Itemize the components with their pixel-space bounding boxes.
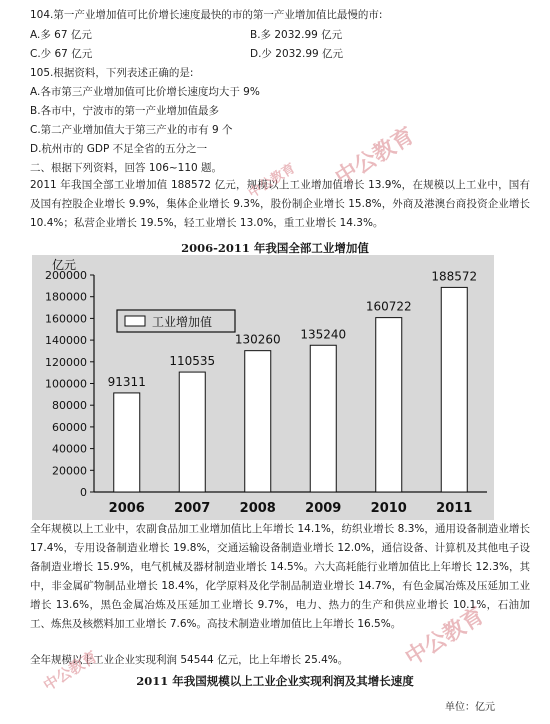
x-tick-label: 2009: [305, 501, 342, 516]
bar: [310, 345, 336, 492]
y-tick-label: 20000: [52, 464, 87, 478]
bar: [441, 287, 467, 492]
y-tick-label: 0: [80, 486, 87, 499]
y-tick-label: 180000: [45, 290, 87, 304]
q104-option-c: C.少 67 亿元: [30, 48, 93, 60]
bar-chart-svg: [32, 255, 494, 520]
y-tick-label: 160000: [45, 312, 87, 326]
bar-value-label: 135240: [300, 327, 347, 342]
y-tick-label: 60000: [52, 420, 87, 434]
q105-option-b: B.各市中，宁波市的第一产业增加值最多: [30, 105, 220, 117]
q105-option-d: D.杭州市的 GDP 不足全省的五分之一: [30, 143, 208, 155]
y-tick-label: 140000: [45, 334, 87, 348]
y-tick-label: 80000: [52, 399, 87, 413]
watermark-logo: 中公教育: [246, 161, 299, 202]
legend-label: 工业增加值: [152, 315, 213, 329]
x-tick-label: 2008: [239, 501, 276, 516]
section-heading: 二、根据下列资料，回答 106~110 题。: [30, 162, 223, 174]
bar: [114, 393, 140, 492]
bar-value-label: 110535: [169, 354, 216, 369]
x-tick-label: 2010: [370, 501, 407, 516]
bar-chart: [32, 255, 494, 520]
x-axis-labels: [109, 501, 473, 516]
y-axis-unit-label: 亿元: [52, 258, 77, 272]
industry-paragraph: 全年规模以上工业中，农副食品加工业增加值比上年增长 14.1%，纺织业增长 8.3%，通用设备制造业增长 17.4%，专用设备制造业增长 19.8%，交通运输设备制造业增长 12.0%，通信设备、计算机及其他电子设备制造业增长 15.9%，电气机械及器材制造业增长 14.5%。六大高耗能行业增加值比上年增长 12.3%，其中，非金属矿物制品业增长 18.4%，化学原料及化学制品制造业增长 14.7%，有色金属冶炼及压延加工业增长 13.6%，黑色金属冶炼及压延加工业增长 9.7%，电力、热力的生产和供应业增长 10.1%，石油加工、炼焦及核燃料加工业增长 7.6%。高技术制造业增加值比上年增长 16.5%。: [30, 523, 530, 630]
x-tick-label: 2011: [436, 501, 473, 516]
x-tick-label: 2007: [174, 501, 211, 516]
intro-paragraph: 2011 年我国全部工业增加值 188572 亿元，规模以上工业增加值增长 13.9%，在规模以上工业中，国有及国有控股企业增长 9.9%，集体企业增长 9.3%，股份制企业增长 15.8%，外商及港澳台商投资企业增长 10.4%；私营企业增长 19.5%，轻工业增长 13.0%，重工业增长 14.3%。: [30, 179, 530, 229]
watermark-logo: 中公教育: [401, 603, 490, 672]
y-tick-label: 200000: [45, 269, 87, 282]
profit-paragraph: 全年规模以上工业企业实现利润 54544 亿元，比上年增长 25.4%。: [30, 654, 349, 666]
y-tick-label: 100000: [45, 377, 87, 391]
q105-option-c: C.第二产业增加值大于第三产业的市有 9 个: [30, 124, 233, 136]
x-tick-label: 2006: [108, 501, 145, 516]
q105-stem: 105.根据资料，下列表述正确的是:: [30, 67, 194, 79]
bar: [245, 351, 271, 492]
bar-value-label: 160722: [365, 299, 412, 314]
bars: [108, 269, 478, 492]
watermark-logo: 中公教育: [331, 123, 420, 192]
table-unit: 单位：亿元: [445, 702, 495, 713]
bar-value-label: 130260: [234, 332, 281, 347]
y-tick-label: 120000: [45, 355, 87, 369]
q105-option-a: A.各市第三产业增加值可比价增长速度均大于 9%: [30, 86, 260, 98]
bar-value-label: 188572: [431, 269, 478, 284]
bar: [179, 372, 205, 492]
bar-value-label: 91311: [107, 374, 146, 389]
q104-option-d: D.少 2032.99 亿元: [250, 48, 344, 60]
chart-title: 2006-2011 年我国全部工业增加值: [181, 241, 369, 255]
q104-option-b: B.多 2032.99 亿元: [250, 29, 343, 41]
q104-option-a: A.多 67 亿元: [30, 29, 92, 41]
bar: [376, 318, 402, 492]
q104-stem: 104.第一产业增加值可比价增长速度最快的市的第一产业增加值比最慢的市:: [30, 9, 383, 21]
y-axis-ticks: [45, 269, 94, 499]
table-title: 2011 年我国规模以上工业企业实现利润及其增长速度: [136, 674, 414, 688]
y-tick-label: 40000: [52, 442, 87, 456]
legend-swatch: [125, 316, 145, 326]
watermark-logo: 中公教育: [40, 647, 101, 695]
